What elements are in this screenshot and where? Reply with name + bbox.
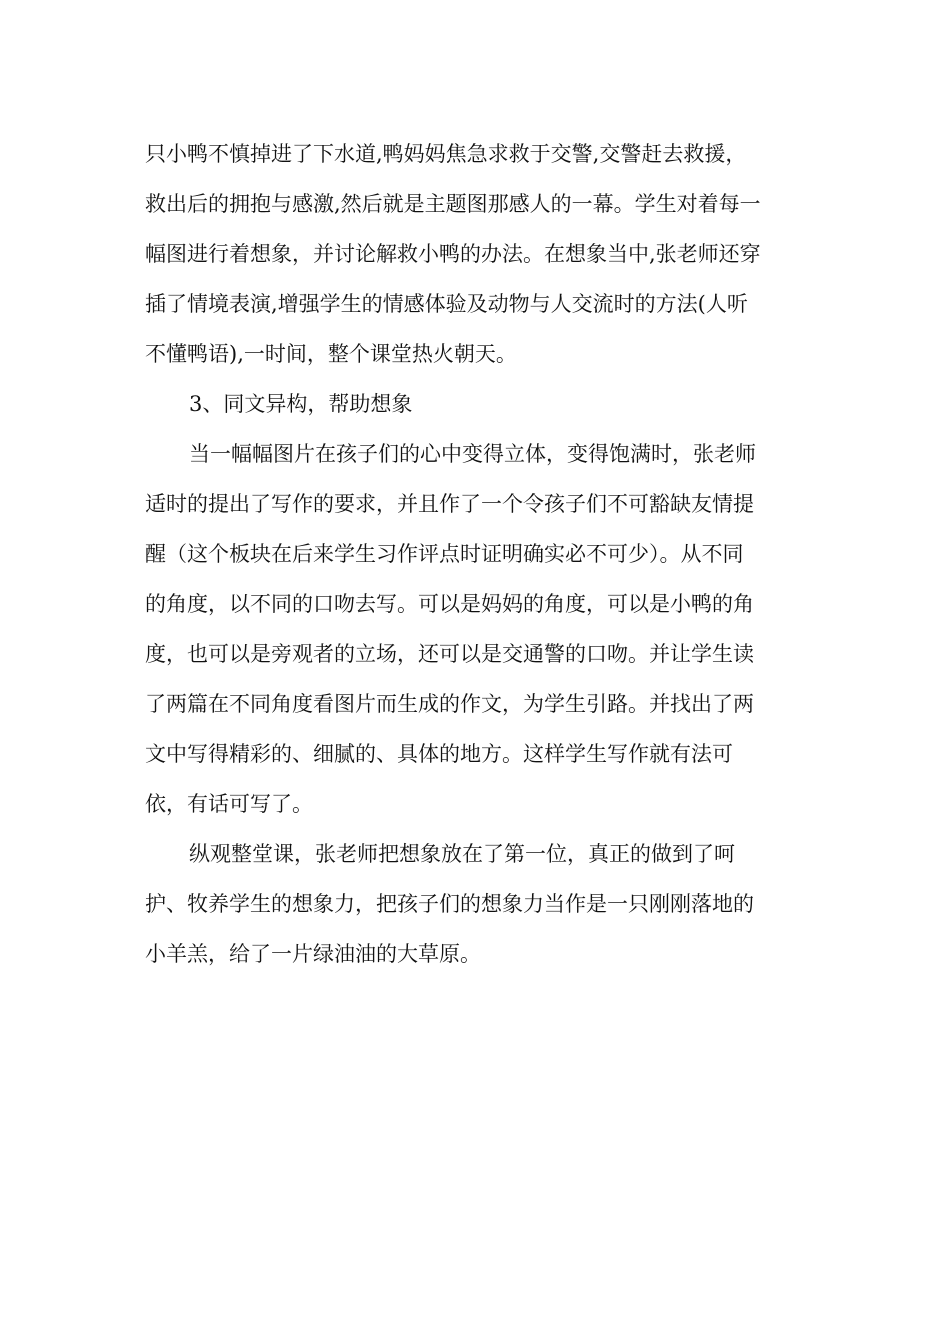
paragraph-story-continuation [145, 129, 810, 379]
paragraph-writing-requirements [145, 429, 810, 829]
text-line: 插了情境表演,增强学生的情感体验及动物与人交流时的方法(人听 [145, 292, 748, 316]
text-line: 适时的提出了写作的要求，并且作了一个令孩子们不可豁缺友情提 [145, 492, 754, 516]
text-line: 依，有话可写了。 [145, 792, 313, 816]
text-line: 只小鸭不慎掉进了下水道,鸭妈妈焦急求救于交警,交警赶去救援， [145, 142, 747, 166]
text-line: 文中写得精彩的、细腻的、具体的地方。这样学生写作就有法可 [145, 742, 733, 766]
text-line: 护、牧养学生的想象力，把孩子们的想象力当作是一只刚刚落地的 [145, 892, 754, 916]
text-line: 不懂鸭语),一时间，整个课堂热火朝天。 [145, 342, 517, 366]
text-line: 的角度，以不同的口吻去写。可以是妈妈的角度，可以是小鸭的角 [145, 592, 754, 616]
paragraph-conclusion [145, 829, 810, 979]
section-heading-text: 3、同文异构，帮助想象 [189, 392, 413, 416]
text-line: 了两篇在不同角度看图片而生成的作文，为学生引路。并找出了两 [145, 692, 754, 716]
text-line: 幅图进行着想象，并讨论解救小鸭的办法。在想象当中,张老师还穿 [145, 242, 761, 266]
text-line: 醒（这个板块在后来学生习作评点时证明确实必不可少）。从不同 [145, 542, 744, 566]
text-line: 当一幅幅图片在孩子们的心中变得立体，变得饱满时，张老师 [189, 442, 756, 466]
text-line: 度，也可以是旁观者的立场，还可以是交通警的口吻。并让学生读 [145, 642, 754, 666]
text-line: 救出后的拥抱与感激,然后就是主题图那感人的一幕。学生对着每一 [145, 192, 761, 216]
document-body [145, 129, 810, 979]
section-heading [145, 379, 810, 429]
text-line: 纵观整堂课，张老师把想象放在了第一位，真正的做到了呵 [189, 842, 735, 866]
text-line: 小羊羔，给了一片绿油油的大草原。 [145, 942, 481, 966]
